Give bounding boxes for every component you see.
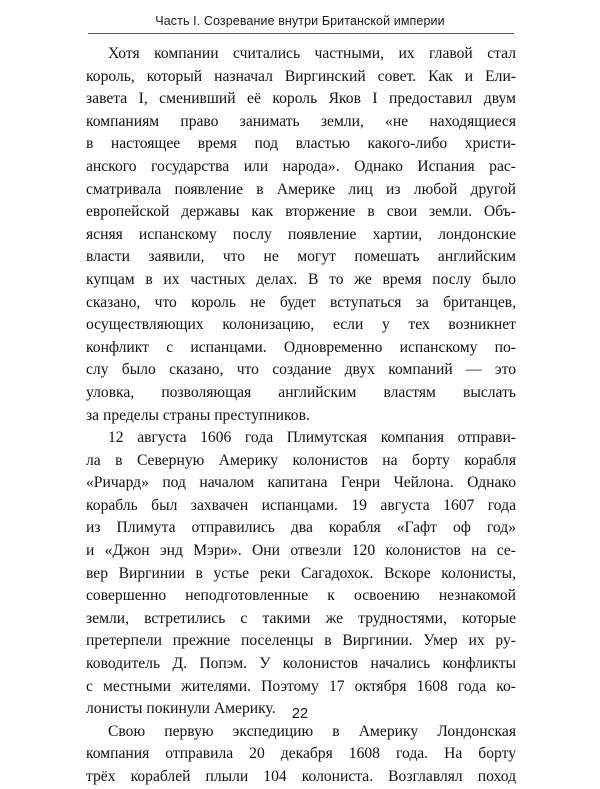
text-line: завета I, сменивший её король Яков I предоставил двум bbox=[86, 90, 516, 108]
text-line: претерпели прежние поселенцы в Виргинии. Умер их ру- bbox=[86, 632, 516, 650]
running-header: Часть I. Созревание внутри Британской империи bbox=[155, 14, 445, 28]
text-line: купцам в их частных делах. В то же время послу было bbox=[86, 270, 516, 288]
page-number: 22 bbox=[291, 706, 309, 722]
text-line: компаниям право занимать земли, «не находящиеся bbox=[86, 112, 516, 130]
text-line: корабль был захвачен испанцами. 19 августа 1607 года bbox=[86, 496, 516, 514]
text-line: с местными жителями. Поэтому 17 октября 1608 года ко- bbox=[86, 677, 516, 695]
text-line: трёх кораблей плыли 104 колониста. Возглавлял поход bbox=[86, 768, 516, 785]
text-line: власти заявили, что не могут помешать английским bbox=[86, 248, 516, 266]
text-line: в настоящее время под властью какого-либо христи- bbox=[86, 135, 516, 153]
text-line: ясняя испанскому послу появление хартии, лондонские bbox=[86, 225, 516, 243]
text-line: из Плимута отправились два корабля «Гафт оф год» bbox=[86, 519, 516, 537]
text-line: Хотя компании считались частными, их главой стал bbox=[108, 45, 516, 62]
text-line: 12 августа 1606 года Плимутская компания отправи- bbox=[108, 429, 516, 447]
text-line: сказано, что король не будет вступаться за британцев, bbox=[86, 293, 516, 311]
text-line: король, который назначал Виргинский совет. Как и Ели- bbox=[86, 67, 516, 85]
body-text bbox=[86, 43, 516, 789]
text-line: слу было сказано, что создание двух компаний — это bbox=[86, 361, 516, 379]
text-line: конфликт с испанцами. Одновременно испанскому по- bbox=[86, 338, 516, 356]
text-line: земли, встретились с такими же трудностями, которые bbox=[86, 609, 516, 627]
text-line: лонисты покинули Америку. bbox=[86, 700, 276, 718]
text-line: сматривала появление в Америке лиц из любой другой bbox=[86, 180, 516, 198]
text-line: европейской державы как вторжение в свои земли. Объ- bbox=[86, 203, 516, 221]
text-line: совершенно неподготовленные к освоению незнакомой bbox=[86, 587, 516, 605]
text-line: компания отправила 20 декабря 1608 года. На борту bbox=[86, 745, 516, 763]
text-line: ла в Северную Америку колонистов на борту корабля bbox=[86, 451, 516, 469]
header-rule bbox=[88, 33, 514, 34]
text-line: «Ричард» под началом капитана Генри Чейлона. Однако bbox=[86, 474, 516, 492]
text-line: ководитель Д. Попэм. У колонистов начались конфликты bbox=[86, 655, 516, 673]
text-line: анского государства или народа». Однако Испания рас- bbox=[86, 157, 516, 175]
text-line: осуществляющих колонизацию, если у тех возникнет bbox=[86, 316, 516, 334]
text-line: Свою первую экспедицию в Америку Лондонская bbox=[108, 722, 516, 740]
text-line: вер Виргинии в устье реки Сагадохок. Вскоре колонисты, bbox=[86, 564, 516, 582]
text-line: и «Джон энд Мэри». Они отвезли 120 колонистов на се- bbox=[86, 542, 516, 560]
text-line: за пределы страны преступников. bbox=[86, 406, 310, 424]
text-line: уловка, позволяющая английским властям выслать bbox=[86, 383, 516, 401]
